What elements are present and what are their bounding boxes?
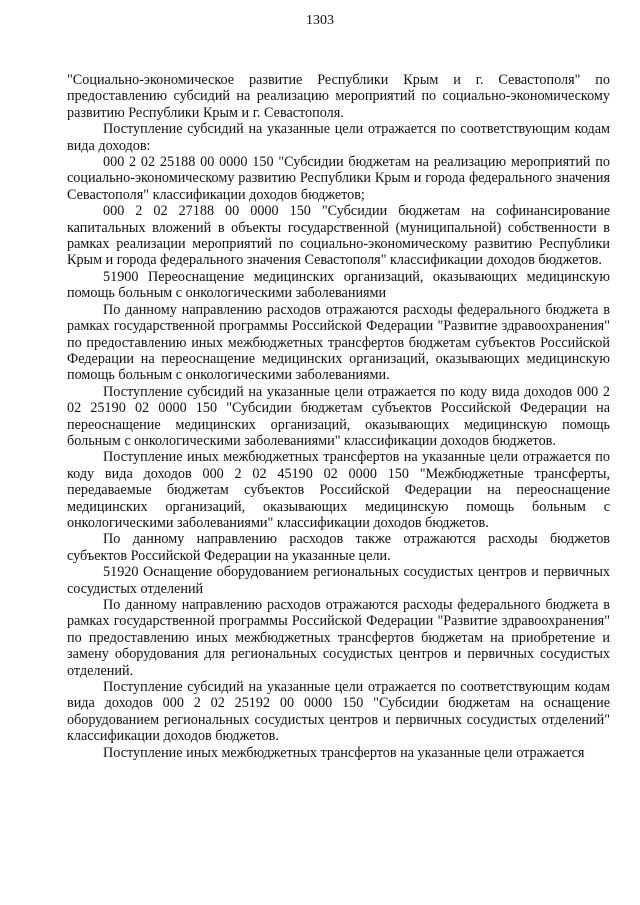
paragraph: "Социально-экономическое развитие Республики Крым и г. Севастополя" по предоставлению субсидий на реализацию мероприятий по социально-экономическому развитию Республики Крым и г. Севастополя. [67,72,610,121]
paragraph: 51920 Оснащение оборудованием региональных сосудистых центров и первичных сосудистых отделений [67,564,610,597]
page-body [67,72,610,761]
paragraph: По данному направлению расходов отражаются расходы федерального бюджета в рамках государственной программы Российской Федерации "Развитие здравоохранения" по предоставлению иных межбюджетных трансфертов бюджетам субъектов Российской Федерации на переоснащение медицинских организаций, оказывающих медицинскую помощь больным с онкологическими заболеваниями. [67,301,610,384]
paragraph: 51900 Переоснащение медицинских организаций, оказывающих медицинскую помощь больным с онкологическими заболеваниями [67,268,610,302]
paragraph: Поступление субсидий на указанные цели отражается по соответствующим кодам вида доходов 000 2 02 25192 00 0000 150 "Субсидии бюджетам на оснащение оборудованием региональных сосудистых центров и первичных сосудистых отделений" классификации доходов бюджетов. [67,679,610,745]
page-number: 1303 [306,13,334,28]
paragraph: Поступление иных межбюджетных трансфертов на указанные цели отражается по коду вида доходов 000 2 02 45190 02 0000 150 "Межбюджетные трансферты, передаваемые бюджетам субъектов Российской Федерации на переоснащение медицинских организаций, оказывающих медицинскую помощь больным с онкологическими заболеваниями" классификации доходов бюджетов. [67,449,610,531]
paragraph: По данному направлению расходов также отражаются расходы бюджетов субъектов Российской Федерации на указанные цели. [67,531,610,564]
paragraph: Поступление субсидий на указанные цели отражается по соответствующим кодам вида доходов: [67,121,610,154]
paragraph: По данному направлению расходов отражаются расходы федерального бюджета в рамках государственной программы Российской Федерации "Развитие здравоохранения" по предоставлению иных межбюджетных трансфертов бюджетам на приобретение и замену оборудования для региональных сосудистых центров и первичных сосудистых отделений. [67,597,610,679]
paragraph: 000 2 02 25188 00 0000 150 "Субсидии бюджетам на реализацию мероприятий по социально-экономическому развитию Республики Крым и города федерального значения Севастополя" классификации доходов бюджетов; [67,154,610,203]
paragraph: Поступление субсидий на указанные цели отражается по коду вида доходов 000 2 02 25190 02 0000 150 "Субсидии бюджетам субъектов Российской Федерации на переоснащение медицинских организаций, оказывающих медицинскую помощь больным с онкологическими заболеваниями" классификации доходов бюджетов. [67,383,610,449]
paragraph: 000 2 02 27188 00 0000 150 "Субсидии бюджетам на софинансирование капитальных вложений в объекты государственной (муниципальной) собственности в рамках реализации мероприятий по социально-экономическому развитию Республики Крым и города федерального значения Севастополя" классификации доходов бюджетов. [67,203,610,269]
paragraph: Поступление иных межбюджетных трансфертов на указанные цели отражается [103,744,585,761]
